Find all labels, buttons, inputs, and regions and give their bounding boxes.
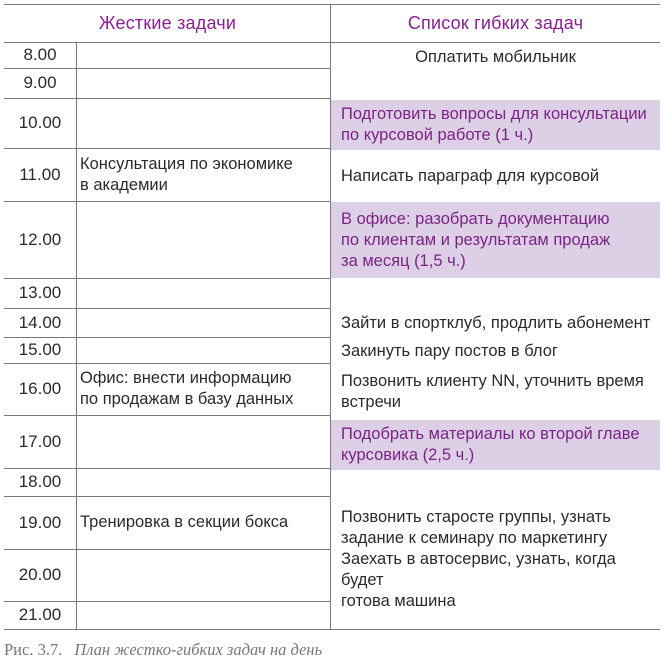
hard-task: Консультация по экономике в академии	[80, 154, 293, 194]
time-column-divider	[76, 42, 77, 629]
flexible-task: Оплатить мобильник	[415, 47, 576, 66]
table-bottom-rule	[4, 629, 660, 630]
flexible-task-highlighted: Подобрать материалы ко второй главе курсовика (2,5 ч.)	[331, 420, 660, 470]
flexible-task: Заехать в автосервис, узнать, когда будет готова машина	[341, 549, 616, 610]
time-cell: 13.00	[18, 283, 62, 302]
hard-task: Тренировка в секции бокса	[80, 513, 289, 531]
time-cell: 10.00	[18, 113, 62, 132]
plan-table	[4, 4, 660, 630]
flexible-task-highlighted: В офисе: разобрать документацию по клиентам и результатам продаж за месяц (1,5 ч.)	[331, 202, 660, 278]
time-cell: 20.00	[18, 565, 62, 584]
header-flexible-tasks: Список гибких задач	[407, 12, 584, 33]
time-cell: 12.00	[18, 229, 62, 249]
time-cell: 21.00	[18, 605, 62, 624]
hard-task: Офис: внести информацию по продажам в базу данных	[80, 369, 294, 408]
time-cell: 18.00	[18, 472, 62, 491]
time-cell: 19.00	[18, 512, 62, 532]
figure-title: План жестко-гибких задач на день	[74, 640, 323, 659]
figure-caption	[4, 640, 322, 660]
flexible-task-highlighted: Подготовить вопросы для консультации по курсовой работе (1 ч.)	[331, 100, 660, 150]
time-cell: 9.00	[23, 73, 57, 92]
flexible-task: Позвонить старосте группы, узнать задание к семинару по маркетингу	[341, 508, 611, 547]
figure-label: Рис. 3.7.	[4, 640, 63, 659]
time-cell: 11.00	[19, 164, 61, 184]
flexible-task: Закинуть пару постов в блог	[341, 341, 558, 360]
time-cell: 14.00	[18, 312, 62, 332]
flexible-task: Написать параграф для курсовой	[341, 166, 600, 185]
flexible-task: Позвонить клиенту NN, уточнить время встречи	[341, 372, 644, 411]
time-cell: 15.00	[18, 340, 62, 359]
header-hard-tasks: Жесткие задачи	[98, 12, 237, 33]
time-cell: 8.00	[23, 45, 57, 64]
time-cell: 16.00	[18, 379, 62, 398]
table-top-rule	[4, 4, 660, 5]
time-cell: 17.00	[18, 431, 62, 451]
flexible-task: Зайти в спортклуб, продлить абонемент	[341, 313, 651, 332]
